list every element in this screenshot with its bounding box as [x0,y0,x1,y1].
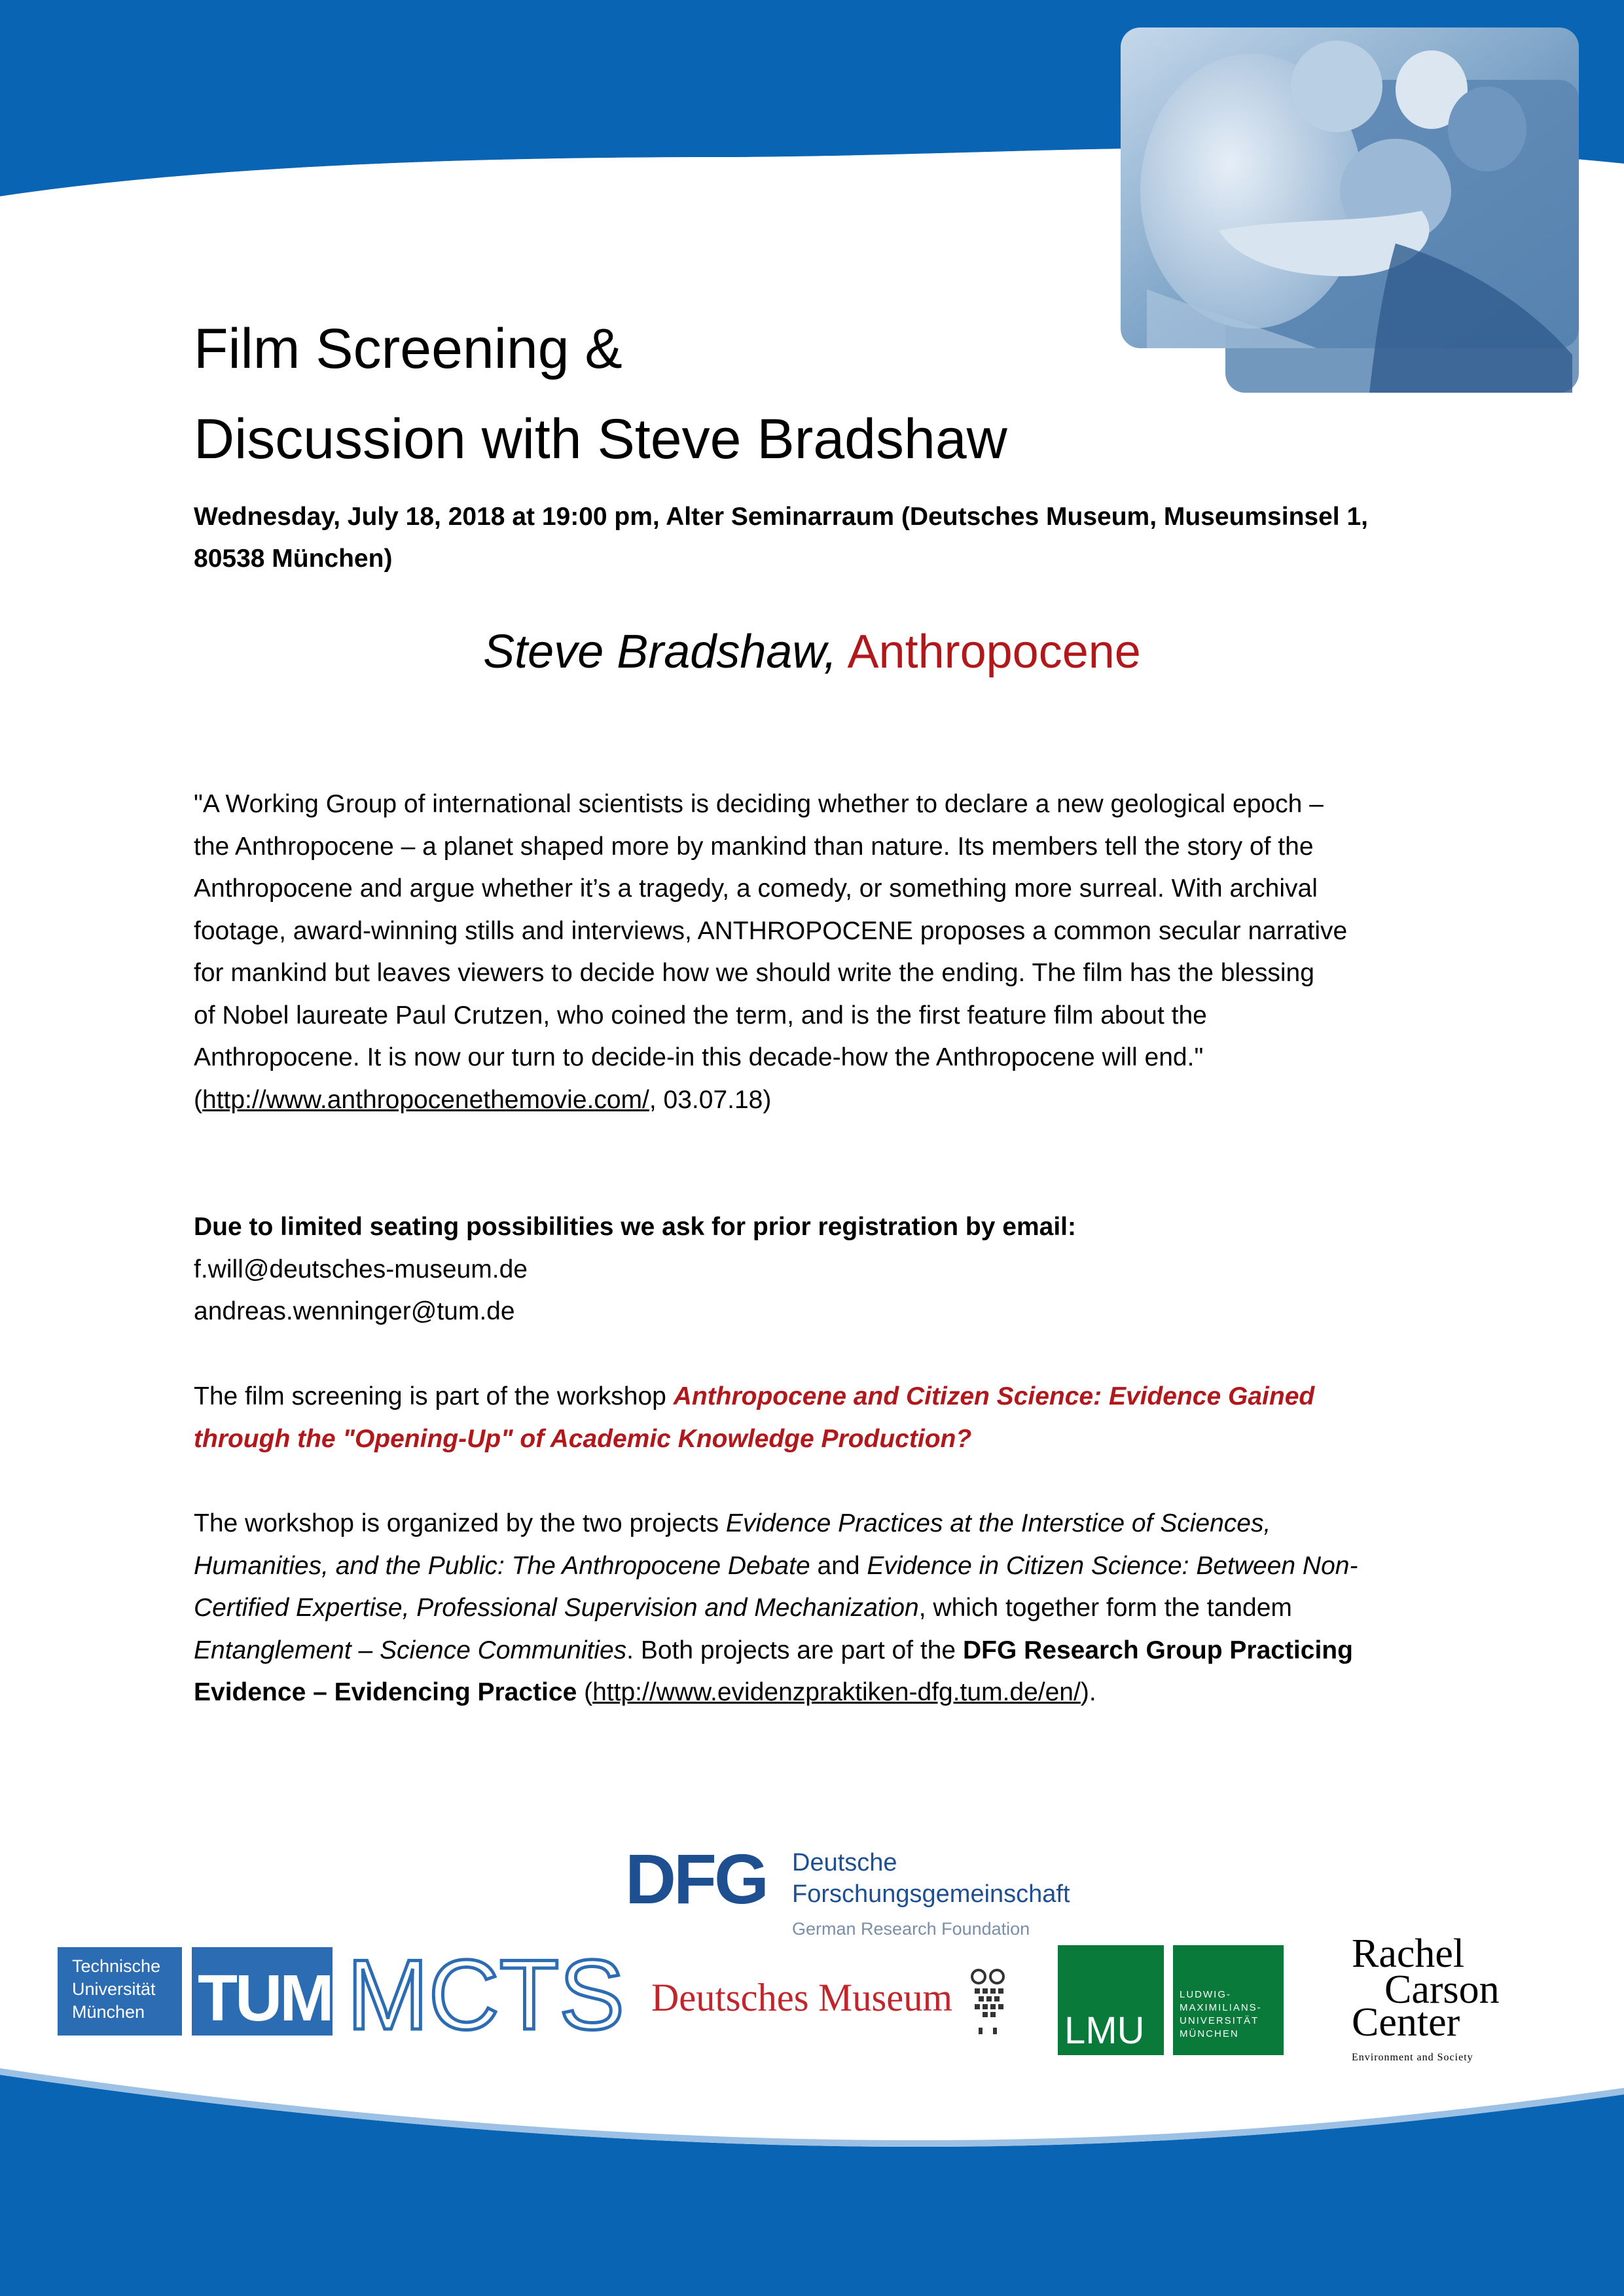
tum-mark: TUM [198,1962,332,2035]
workshop-section [194,1376,1451,1460]
lmu-logo [1058,1945,1284,2055]
svg-text:Technische: Technische [72,1956,161,1976]
svg-text:Universität: Universität [72,1979,156,1999]
organizers-line-2: Humanities, and the Public: The Anthropocene Debate and Evidence in Citizen Science: Between Non- [194,1551,1358,1580]
quote-line: Anthropocene and argue whether it’s a tragedy, a comedy, or something more surreal. With archival [194,874,1318,903]
registration-email-2[interactable]: andreas.wenninger@tum.de [194,1297,515,1325]
svg-text:MÜNCHEN: MÜNCHEN [1180,2028,1239,2039]
research-group-link[interactable]: http://www.evidenzpraktiken-dfg.tum.de/en/ [592,1678,1081,1706]
dfg-name-english: German Research Foundation [792,1919,1030,1939]
page-title-line-2: Discussion with Steve Bradshaw [194,408,1007,471]
deutsches-museum-name: Deutsches Museum [651,1976,952,2019]
registration-email-1[interactable]: f.will@deutsches-museum.de [194,1255,528,1283]
workshop-title-part-2: through the "Opening-Up" of Academic Knowledge Production? [194,1424,972,1453]
svg-text:Center: Center [1352,2000,1460,2045]
page-title-line-1: Film Screening & [194,317,623,380]
organizers-line-4: Entanglement – Science Communities. Both projects are part of the DFG Research Group Practicing [194,1636,1353,1664]
svg-text:LUDWIG-: LUDWIG- [1180,1989,1231,2000]
workshop-title-part-1: Anthropocene and Citizen Science: Evidence Gained [673,1382,1315,1410]
owl-icon [972,1970,1003,2034]
event-date-line-2: 80538 München) [194,545,393,573]
event-date-location [194,496,1437,580]
quote-line: the Anthropocene – a planet shaped more by mankind than nature. Its members tell the story of the [194,832,1314,861]
dfg-logo [625,1838,1070,1943]
film-website-link[interactable]: http://www.anthropocenethemovie.com/ [202,1085,649,1114]
film-description-quote [194,783,1451,1121]
workshop-line-1: The film screening is part of the workshop Anthropocene and Citizen Science: Evidence Gained [194,1382,1315,1410]
film-heading [0,626,1624,678]
organizers-line-3: Certified Expertise, Professional Supervision and Mechanization, which together form the tandem [194,1594,1292,1622]
header-painting-image [1121,27,1579,393]
quote-line: for mankind but leaves viewers to decide how we should write the ending. The film has the blessing [194,959,1314,987]
dfg-mark: DFG [625,1839,767,1918]
quote-line: footage, award-winning stills and interviews, ANTHROPOCENE proposes a common secular narrative [194,916,1348,945]
organizers-line-5: Evidence – Evidencing Practice (http://www.evidenzpraktiken-dfg.tum.de/en/). [194,1678,1096,1706]
organizers-line-1: The workshop is organized by the two projects Evidence Practices at the Interstice of Sciences, [194,1509,1271,1537]
svg-text:Environment and Society: Environment and Society [1352,2052,1473,2063]
footer-wave-background [0,2049,1624,2296]
registration-section [194,1206,1451,1333]
organizers-section [194,1503,1451,1714]
mcts-logo [346,1945,627,2037]
deutsches-museum-logo [651,1957,1018,2042]
svg-text:UNIVERSITÄT: UNIVERSITÄT [1180,2015,1259,2026]
quote-line: Anthropocene. It is now our turn to decide-in this decade-how the Anthropocene will end." [194,1043,1204,1071]
svg-text:Carson: Carson [1384,1967,1500,2012]
film-director: Steve Bradshaw, [483,626,837,678]
svg-text:München: München [72,2002,145,2022]
rachel-carson-center-logo [1348,1931,1519,2068]
svg-text:MAXIMILIANS-: MAXIMILIANS- [1180,2002,1262,2013]
dfg-name-line-2: Forschungsgemeinschaft [792,1880,1070,1908]
tum-logo [58,1947,333,2036]
mcts-mark: MCTS [347,1945,624,2037]
dfg-name-line-1: Deutsche [792,1849,897,1876]
quote-source: (http://www.anthropocenethemovie.com/, 03.07.18) [194,1085,772,1114]
registration-heading: Due to limited seating possibilities we ask for prior registration by email: [194,1213,1076,1241]
quote-line: of Nobel laureate Paul Crutzen, who coined the term, and is the first feature film about the [194,1001,1207,1030]
film-title: Anthropocene [847,626,1141,678]
quote-line: "A Working Group of international scientists is deciding whether to declare a new geological epoch – [194,790,1324,818]
event-date-line-1: Wednesday, July 18, 2018 at 19:00 pm, Alter Seminarraum (Deutsches Museum, Museumsinsel 1, [194,503,1368,531]
lmu-mark: LMU [1064,2009,1145,2052]
svg-text:Rachel: Rachel [1352,1931,1465,1976]
